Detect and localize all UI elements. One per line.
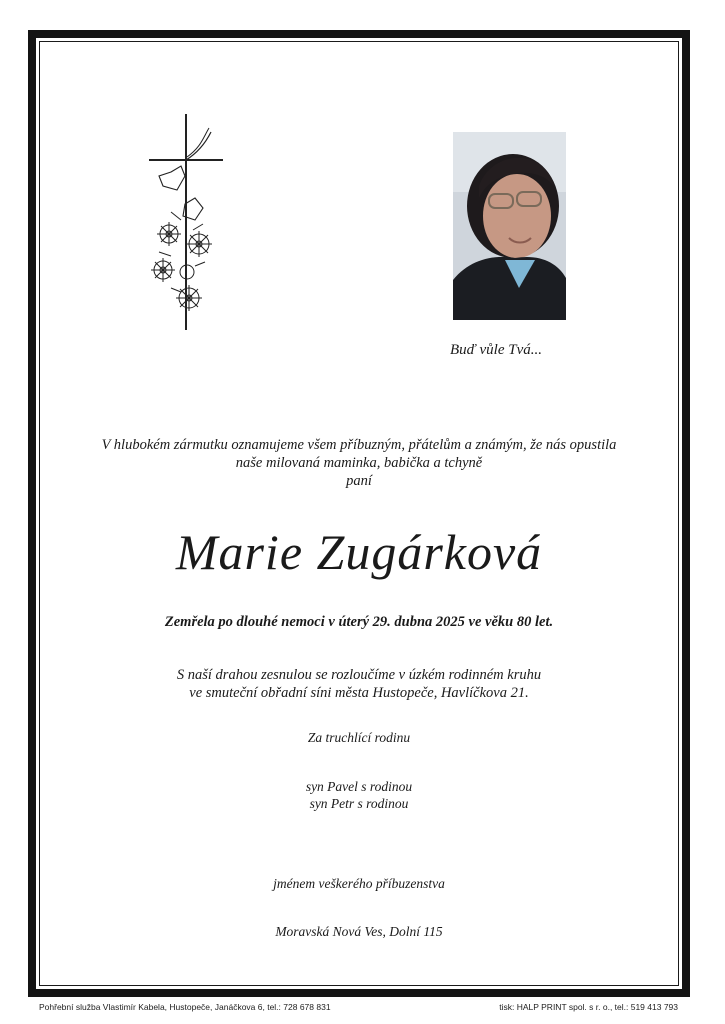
ceremony-line: S naší drahou zesnulou se rozloučíme v úzkém rodinném kruhu [176, 667, 542, 683]
footer-funeral-service: Pohřební služba Vlastimír Kabela, Hustopeče, Janáčkova 6, tel.: 728 678 831 [39, 1002, 331, 1012]
ceremony-line: ve smuteční obřadní síni města Hustopeče, Havlíčkova 21. [189, 685, 529, 701]
address: Moravská Nová Ves, Dolní 115 [275, 924, 443, 939]
mourners-list [36, 778, 682, 812]
footer-printer: tisk: HALP PRINT spol. s r. o., tel.: 519 413 793 [499, 1002, 678, 1012]
mourners-heading: Za truchlící rodinu [307, 730, 411, 745]
family-line: jménem veškerého příbuzenstva [273, 876, 445, 891]
intro-line: paní [346, 473, 372, 489]
mourner-item: syn Petr s rodinou [309, 796, 409, 811]
motto: Buď vůle Tvá... [449, 342, 543, 358]
portrait-photo [453, 132, 566, 320]
intro-text [36, 436, 682, 490]
death-notice: Zemřela po dlouhé nemoci v úterý 29. dubna 2025 ve věku 80 let. [164, 614, 554, 630]
intro-line: naše milovaná maminka, babička a tchyně [235, 455, 483, 471]
mourner-item: syn Pavel s rodinou [305, 779, 413, 794]
obituary-page [36, 38, 682, 989]
ceremony-text [36, 666, 682, 702]
intro-line: V hlubokém zármutku oznamujeme všem příbuzným, přátelům a známým, že nás opustila [101, 437, 617, 453]
cross-with-flowers-icon [141, 112, 231, 332]
deceased-name: Marie Zugárková [175, 524, 543, 580]
